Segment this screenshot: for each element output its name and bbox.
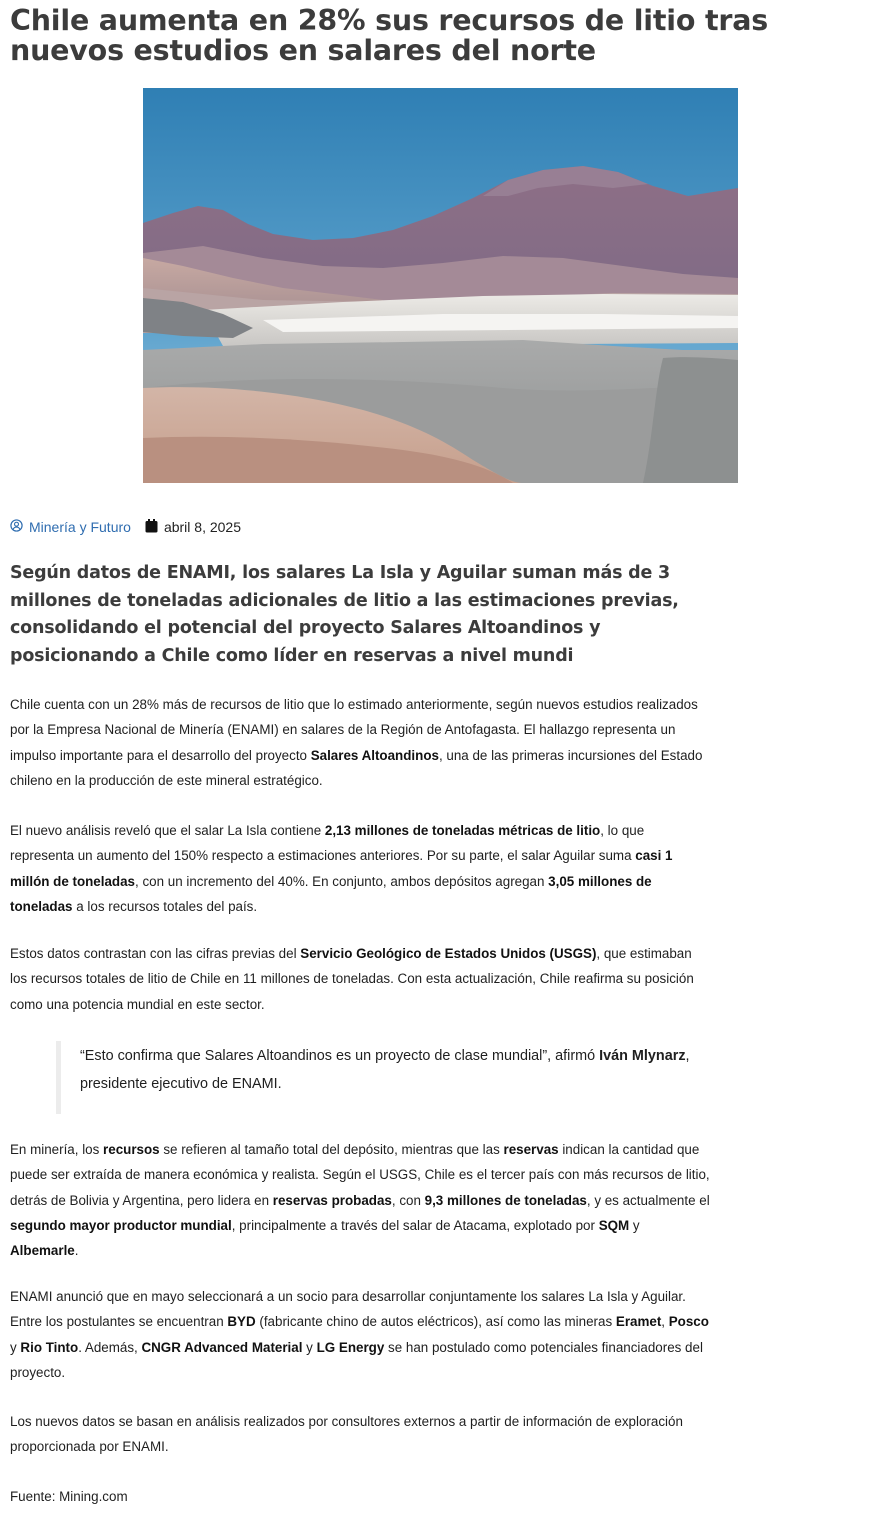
hero-image (143, 88, 738, 483)
paragraph-4: En minería, los recursos se refieren al tamaño total del depósito, mientras que las reservas indican la cantidad que puede ser extraída de manera económica y realista. Según el USGS, Chile es el tercer país con más recursos de litio, detrás de Bolivia y Argentina, pero lidera en reservas probadas, con 9,3 millones de toneladas, y es actualmente el segundo mayor productor mundial, principalmente a través del salar de Atacama, explotado por SQM y Albemarle. (10, 1142, 710, 1259)
date-text: abril 8, 2025 (163, 519, 241, 535)
blockquote (56, 1041, 706, 1114)
salar-landscape-illustration (143, 88, 738, 483)
paragraph-3: Estos datos contrastan con las cifras previas del Servicio Geológico de Estados Unidos (USGS), que estimaban los recursos totales de litio de Chile en 11 millones de toneladas. Con esta actualización, Chile reafirma su posición como una potencia mundial en este sector. (10, 946, 694, 1012)
quote-text: “Esto confirma que Salares Altoandinos es un proyecto de clase mundial”, afirmó Iván Mlynarz, presidente ejecutivo de ENAMI. (80, 1048, 690, 1092)
paragraph-5: ENAMI anunció que en mayo seleccionará a un socio para desarrollar conjuntamente los salares La Isla y Aguilar. Entre los postulantes se encuentran BYD (fabricante chino de autos eléctricos), así como las mineras Eramet, Posco y Rio Tinto. Además, CNGR Advanced Material y LG Energy se han postulado como potenciales financiadores del proyecto. (10, 1289, 709, 1380)
author-link[interactable] (10, 519, 131, 535)
author-name: Minería y Futuro (29, 519, 131, 535)
publish-date (145, 519, 241, 536)
paragraph-2: El nuevo análisis reveló que el salar La Isla contiene 2,13 millones de toneladas métricas de litio, lo que representa un aumento del 150% respecto a estimaciones anteriores. Por su parte, el salar Aguilar suma casi 1 millón de toneladas, con un incremento del 40%. En conjunto, ambos depósitos agregan 3,05 millones de toneladas a los recursos totales del país. (10, 823, 673, 914)
calendar-icon (145, 519, 158, 536)
user-circle-icon (10, 519, 23, 535)
paragraph-1: Chile cuenta con un 28% más de recursos de litio que lo estimado anteriormente, según nuevos estudios realizados por la Empresa Nacional de Minería (ENAMI) en salares de la Región de Antofagasta. El hallazgo representa un impulso importante para el desarrollo del proyecto Salares Altoandinos, una de las primeras incursiones del Estado chileno en la producción de este mineral estratégico. (10, 697, 703, 788)
article-title: Chile aumenta en 28% sus recursos de litio tras nuevos estudios en salares del norte (10, 4, 769, 67)
article-meta (10, 517, 241, 537)
article-lead: Según datos de ENAMI, los salares La Isla y Aguilar suman más de 3 millones de toneladas adicionales de litio a las estimaciones previas, consolidando el potencial del proyecto Salares Altoandinos y posicionando a Chile como líder en reservas a nivel mundi (10, 563, 679, 666)
paragraph-6: Los nuevos datos se basan en análisis realizados por consultores externos a partir de información de exploración proporcionada por ENAMI. (10, 1414, 683, 1455)
source-credit: Fuente: Mining.com (10, 1489, 128, 1504)
